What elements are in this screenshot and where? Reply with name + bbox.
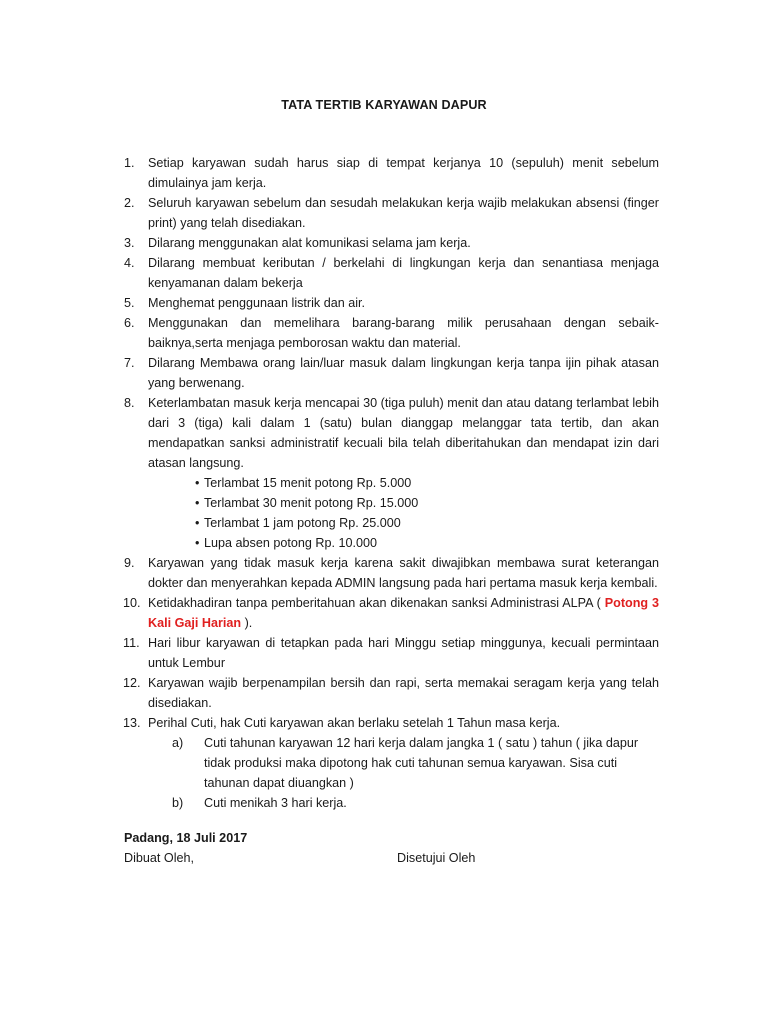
- rule-item: [124, 253, 659, 293]
- rule-number: 13.: [123, 716, 141, 730]
- late-penalty-item: [148, 533, 659, 553]
- rule-number: 9.: [124, 556, 135, 570]
- penalty-highlight: Potong 3 Kali Gaji Harian: [148, 596, 659, 630]
- rule-item: [124, 313, 659, 353]
- document-title: TATA TERTIB KARYAWAN DAPUR: [281, 98, 487, 112]
- rule-number: 11.: [123, 636, 140, 650]
- leave-item: [148, 733, 659, 793]
- rule-text: Perihal Cuti, hak Cuti karyawan akan berlaku setelah 1 Tahun masa kerja.: [148, 716, 561, 730]
- rule-number: 1.: [124, 156, 135, 170]
- late-penalty-list: [148, 473, 659, 553]
- rule-text: Keterlambatan masuk kerja mencapai 30 (tiga puluh) menit dan atau datang terlambat lebih dari 3 (tiga) kali dalam 1 (satu) bulan dianggap melanggar tata tertib, dan akan mendapatkan sanksi administratif kecuali bila telah diberitahukan dan mendapat izin dari atasan langsung.: [148, 396, 659, 470]
- rule-text: Karyawan yang tidak masuk kerja karena sakit diwajibkan membawa surat keterangan dokter dan menyerahkan kepada ADMIN langsung pada hari pertama masuk kerja kembali.: [148, 556, 659, 590]
- rule-item: [124, 393, 659, 553]
- rule-number: 5.: [124, 296, 135, 310]
- late-penalty-item: [148, 493, 659, 513]
- rule-item: [124, 633, 659, 673]
- rule-text: Menggunakan dan memelihara barang-barang milik perusahaan dengan sebaik-baiknya,serta menjaga pemborosan waktu dan material.: [148, 316, 659, 350]
- rule-number: 3.: [124, 236, 135, 250]
- rule-number: 2.: [124, 196, 135, 210]
- rule-item: [124, 713, 659, 813]
- leave-item-text: Cuti menikah 3 hari kerja.: [204, 796, 347, 810]
- rule-text: Dilarang membuat keributan / berkelahi di lingkungan kerja dan senantiasa menjaga kenyamanan dalam bekerja: [148, 256, 659, 290]
- document-date: Padang, 18 Juli 2017: [124, 831, 248, 845]
- leave-item-label: a): [172, 736, 184, 750]
- rule-number: 6.: [124, 316, 135, 330]
- rule-text: Dilarang Membawa orang lain/luar masuk dalam lingkungan kerja tanpa ijin pihak atasan yang berwenang.: [148, 356, 659, 390]
- rule-number: 4.: [124, 256, 135, 270]
- rule-number: 12.: [123, 676, 141, 690]
- rule-number: 8.: [124, 396, 135, 410]
- rule-item: [124, 593, 659, 633]
- rule-item: [124, 553, 659, 593]
- late-penalty-text: Terlambat 1 jam potong Rp. 25.000: [204, 516, 401, 530]
- made-by-label: Dibuat Oleh,: [124, 851, 195, 865]
- rule-item: [124, 673, 659, 713]
- rule-text: Karyawan wajib berpenampilan bersih dan rapi, serta memakai seragam kerja yang telah disediakan.: [148, 676, 659, 710]
- late-penalty-item: [148, 473, 659, 493]
- rule-text: Menghemat penggunaan listrik dan air.: [148, 296, 366, 310]
- late-penalty-text: Terlambat 30 menit potong Rp. 15.000: [204, 496, 419, 510]
- leave-item-text: Cuti tahunan karyawan 12 hari kerja dalam jangka 1 ( satu ) tahun ( jika dapur tidak produksi maka dipotong hak cuti tahunan semua karyawan. Sisa cuti tahunan dapat diuangkan ): [204, 736, 639, 790]
- rule-item: [124, 233, 659, 253]
- leave-item: [148, 793, 659, 813]
- rule-text: Ketidakhadiran tanpa pemberitahuan akan dikenakan sanksi Administrasi ALPA (: [148, 596, 605, 610]
- approved-by-label: Disetujui Oleh: [397, 851, 476, 865]
- rule-item: [124, 293, 659, 313]
- rule-text: Hari libur karyawan di tetapkan pada hari Minggu setiap minggunya, kecuali permintaan untuk Lembur: [148, 636, 659, 670]
- leave-item-label: b): [172, 796, 184, 810]
- leave-list: [148, 733, 659, 813]
- rule-text-suffix: ).: [241, 616, 253, 630]
- rule-number: 7.: [124, 356, 135, 370]
- rule-number: 10.: [123, 596, 141, 610]
- late-penalty-text: Lupa absen potong Rp. 10.000: [204, 536, 377, 550]
- late-penalty-item: [148, 513, 659, 533]
- bullet-icon: •: [195, 476, 200, 490]
- late-penalty-text: Terlambat 15 menit potong Rp. 5.000: [204, 476, 412, 490]
- bullet-icon: •: [195, 516, 200, 530]
- rule-item: [124, 353, 659, 393]
- rules-list: [124, 153, 659, 813]
- rule-text: Setiap karyawan sudah harus siap di tempat kerjanya 10 (sepuluh) menit sebelum dimulainya jam kerja.: [148, 156, 659, 190]
- rule-item: [124, 153, 659, 193]
- rule-item: [124, 193, 659, 233]
- bullet-icon: •: [195, 536, 200, 550]
- rule-text: Seluruh karyawan sebelum dan sesudah melakukan kerja wajib melakukan absensi (finger print) yang telah disediakan.: [148, 196, 659, 230]
- rule-text: Dilarang menggunakan alat komunikasi selama jam kerja.: [148, 236, 471, 250]
- bullet-icon: •: [195, 496, 200, 510]
